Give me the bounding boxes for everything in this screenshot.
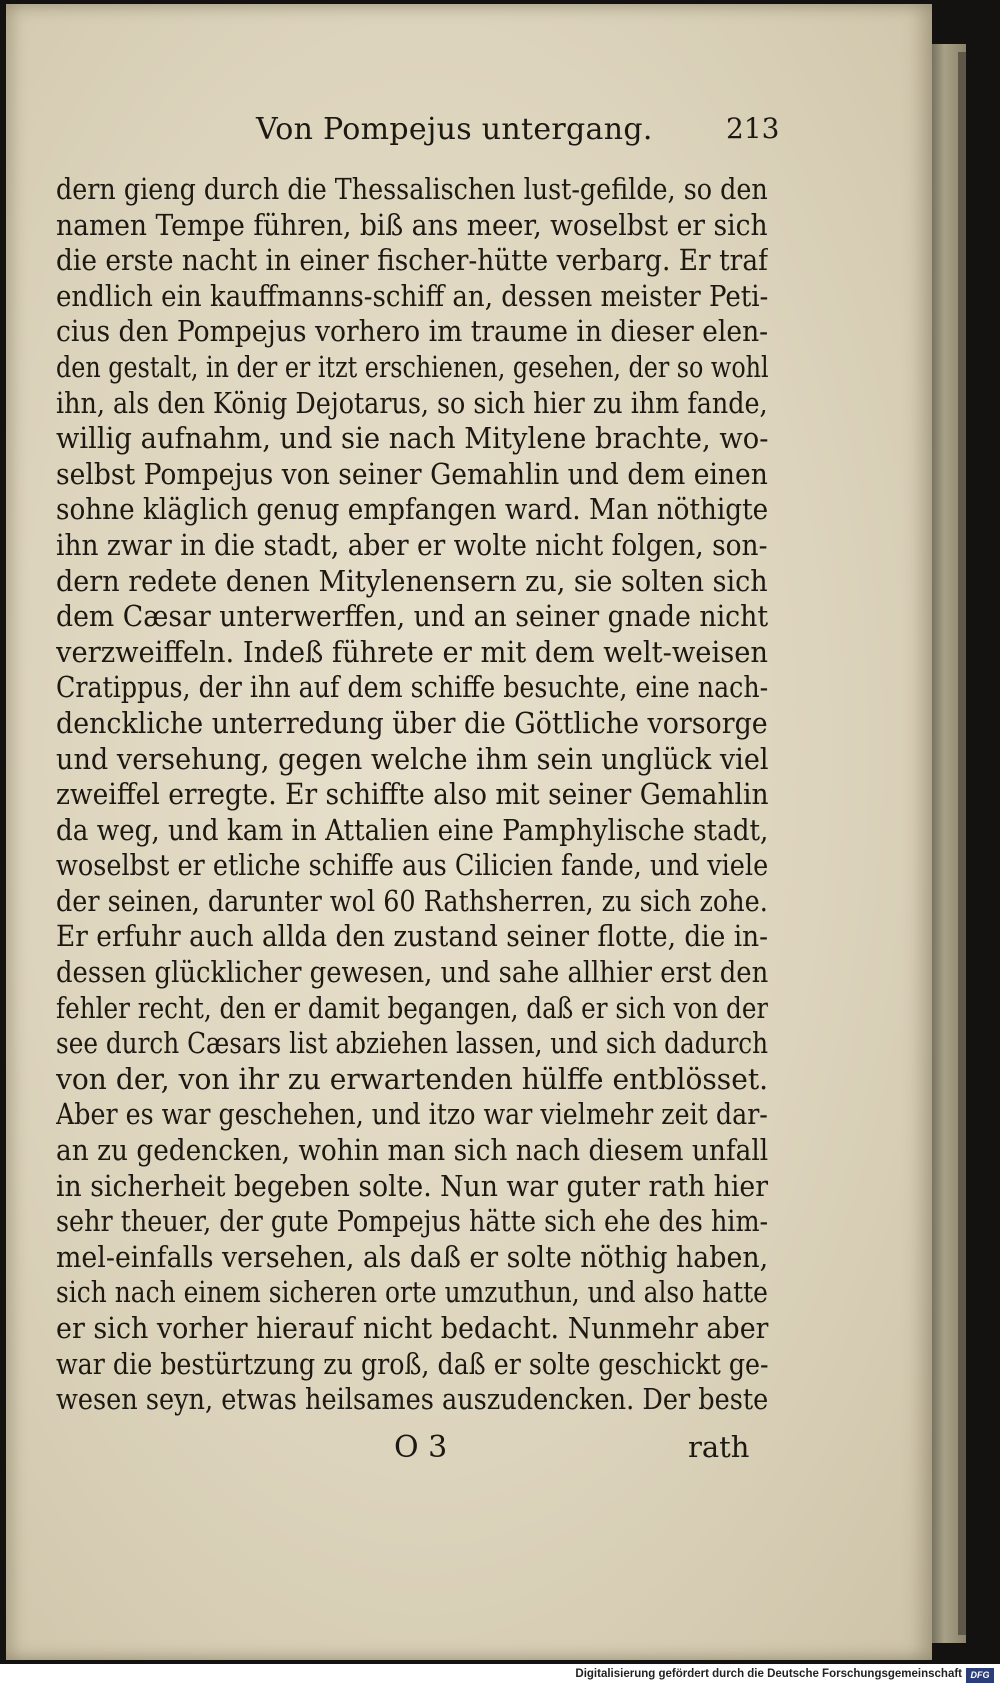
footer-credit: Digitalisierung gefördert durch die Deutsche Forschungsgemeinschaft [575,1668,962,1680]
text-line: dern gieng durch die Thessalischen lust-gefilde, so den [56,173,768,206]
text-line: war die bestürtzung zu groß, daß er solte geschickt ge- [56,1347,769,1381]
text-line: cius den Pompejus vorhero im traume in dieser elen- [56,315,769,349]
text-line: endlich ein kauffmanns-schiff an, dessen meister Peti- [56,279,769,313]
text-line: mel-einfalls versehen, als daß er solte nöthig haben, [56,1240,769,1274]
text-line: und versehung, gegen welche ihm sein unglück viel [56,742,769,776]
text-line: willig aufnahm, und sie nach Mitylene brachte, wo- [56,422,769,456]
text-line: Cratippus, der ihn auf dem schiffe besuchte, eine nach- [56,671,769,705]
text-line: sich nach einem sicheren orte umzuthun, und also hatte [56,1276,768,1310]
dfg-logo: DFG [966,1668,994,1683]
text-line: Aber es war geschehen, und itzo war vielmehr zeit dar- [56,1098,768,1132]
footer-bar [0,1664,1000,1687]
book-page [6,4,932,1660]
page-number: 213 [726,112,780,145]
text-line: ihn, als den König Dejotarus, so sich hier zu ihm fande, [56,386,768,420]
text-line: see durch Cæsars list abziehen lassen, und sich dadurch [56,1027,768,1061]
text-line: woselbst er etliche schiffe aus Cilicien fande, und viele [56,849,769,883]
catchword: rath [688,1430,750,1464]
text-line: sehr theuer, der gute Pompejus hätte sich ehe des him- [56,1205,768,1239]
text-line: dessen glücklicher gewesen, und sahe allhier erst den [56,956,768,990]
text-line: wesen seyn, etwas heilsames auszudencken. Der beste [56,1383,769,1417]
text-line: Er erfuhr auch allda den zustand seiner flotte, die in- [56,920,769,954]
text-line: den gestalt, in der er itzt erschienen, gesehen, der so wohl [56,350,769,384]
text-line: in sicherheit begeben solte. Nun war guter rath hier [56,1169,768,1203]
text-line: denckliche unterredung über die Göttliche vorsorge [56,706,768,740]
text-line: er sich vorher hierauf nicht bedacht. Nunmehr aber [56,1312,769,1345]
text-line: zweiffel erregte. Er schiffte also mit seiner Gemahlin [56,778,769,812]
signature-mark: O 3 [394,1430,448,1465]
body-text [56,172,768,1418]
text-line: dern redete denen Mitylenensern zu, sie solten sich [56,564,768,598]
text-line: namen Tempe führen, biß ans meer, woselbst er sich [56,208,768,242]
page-edge-inner [958,52,966,1635]
running-head: Von Pompejus untergang. [256,112,653,147]
text-line: die erste nacht in einer fischer-hütte verbarg. Er traf [56,244,768,278]
text-line: ihn zwar in die stadt, aber er wolte nicht folgen, son- [56,528,768,562]
text-line: verzweiffeln. Indeß führete er mit dem welt-weisen [56,635,769,669]
text-line: der seinen, darunter wol 60 Rathsherren, zu sich zohe. [56,884,768,918]
text-line: da weg, und kam in Attalien eine Pamphylische stadt, [56,813,769,847]
text-line: an zu gedencken, wohin man sich nach diesem unfall [56,1134,769,1168]
text-line: sohne kläglich genug empfangen ward. Man nöthigte [56,493,768,527]
text-line: dem Cæsar unterwerffen, und an seiner gnade nicht [56,600,768,634]
text-line: von der, von ihr zu erwartenden hülffe entblösset. [56,1062,768,1096]
text-line: fehler recht, den er damit begangen, daß er sich von der [56,991,768,1025]
text-line: selbst Pompejus von seiner Gemahlin und dem einen [56,457,768,491]
